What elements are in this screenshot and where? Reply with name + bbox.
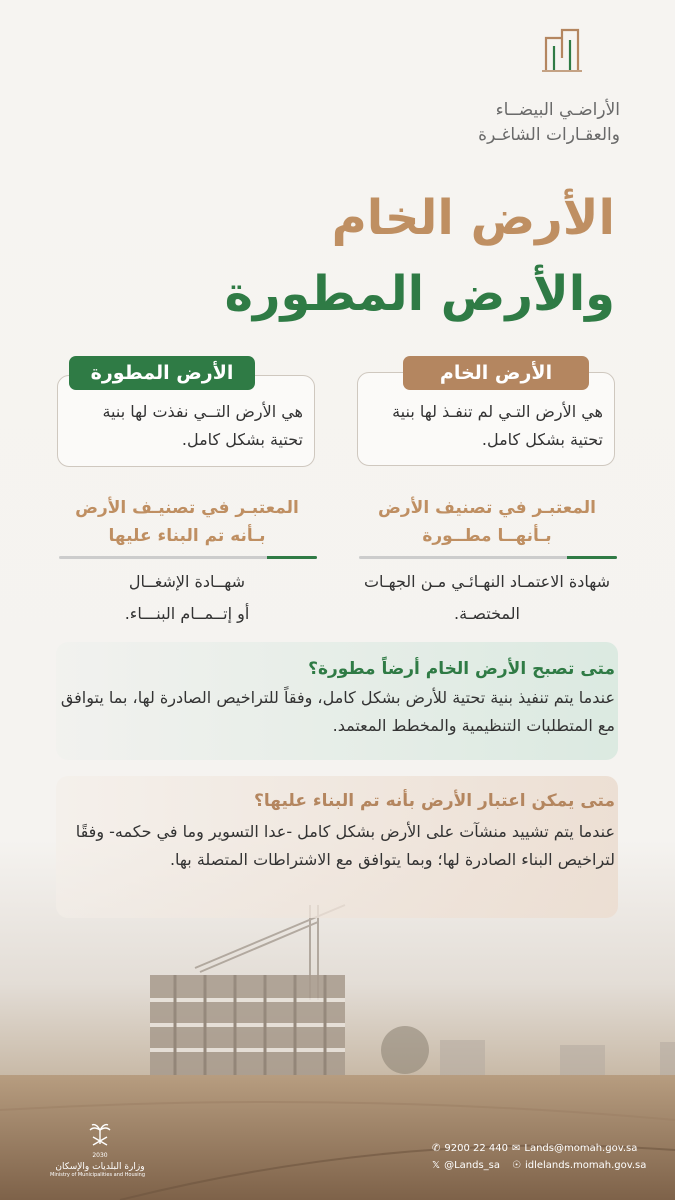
faq-question-1: متى تصبح الأرض الخام أرضاً مطورة؟ bbox=[308, 659, 615, 679]
developed-land-criterion: المعتبـر في تصنيـف الأرض بـأنه تم البناء عليها bbox=[75, 498, 299, 546]
footer-phone[interactable] bbox=[432, 1143, 508, 1154]
raw-land-label: الأرض الخام bbox=[403, 356, 589, 390]
footer-website[interactable] bbox=[512, 1160, 646, 1171]
developed-criterion-divider bbox=[59, 556, 317, 559]
envelope-icon: ✉ bbox=[512, 1143, 521, 1154]
ministry-name-ar: وزارة البلديات والإسكان bbox=[55, 1162, 145, 1172]
developed-land-evidence bbox=[59, 566, 315, 630]
logo-line-1: الأراضـي البيضــاء bbox=[495, 100, 620, 120]
footer-email[interactable] bbox=[512, 1143, 637, 1154]
faq-answer-1: عندما يتم تنفيذ بنية تحتية للأرض بشكل كامل، وفقاً للتراخيص الصادرة لها، بما يتوافق مع المتطلبات التنظيمية والمخطط المعتمد. bbox=[60, 688, 615, 735]
developed-land-label: الأرض المطورة bbox=[69, 356, 255, 390]
footer-website-text: idlelands.momah.gov.sa bbox=[524, 1160, 647, 1171]
faq-question-2: متى يمكن اعتبار الأرض بأنه تم البناء عليها؟ bbox=[254, 791, 615, 811]
footer-x-account[interactable] bbox=[432, 1160, 500, 1171]
raw-land-definition: هي الأرض التـي لم تنفـذ لها بنية تحتية بشكل كامل. bbox=[392, 402, 603, 449]
footer-email-text: Lands@momah.gov.sa bbox=[524, 1143, 638, 1154]
footer-phone-text: 9200 22 440 bbox=[444, 1143, 509, 1154]
ministry-name-en: Ministry of Municipalities and Housing bbox=[50, 1172, 145, 1178]
logo-line-2: والعقـارات الشاغـرة bbox=[478, 125, 620, 145]
footer-x-text: @Lands_sa bbox=[444, 1160, 500, 1171]
page-title-line-1: الأرض الخام bbox=[331, 190, 615, 246]
logo-bracket-icon bbox=[542, 28, 582, 72]
ministry-logo bbox=[50, 1122, 145, 1178]
raw-land-evidence: شهادة الاعتمـاد النهـائـي مـن الجهـات المختصـة. bbox=[363, 572, 611, 623]
page-title-line-2: والأرض المطورة bbox=[224, 266, 615, 322]
ministry-year: 2030 bbox=[92, 1152, 108, 1159]
globe-icon: ☉ bbox=[512, 1160, 521, 1171]
developed-evidence-line-1: شهــادة الإشغــال bbox=[128, 572, 246, 591]
developed-evidence-line-2: أو إتــمــام البنـــاء. bbox=[124, 604, 250, 623]
raw-criterion-divider bbox=[359, 556, 617, 559]
palm-emblem-icon bbox=[87, 1122, 113, 1148]
x-logo-icon: 𝕏 bbox=[432, 1160, 441, 1171]
phone-icon: ✆ bbox=[432, 1143, 441, 1154]
raw-land-criterion: المعتبـر في تصنيف الأرض بـأنهــا مطــورة bbox=[378, 498, 596, 546]
faq-answer-2: عندما يتم تشييد منشآت على الأرض بشكل كامل -عدا التسوير وما في حكمه- وفقًا لتراخيص البناء الصادرة لها؛ وبما يتوافق مع الاشتراطات المتصلة بها. bbox=[75, 822, 615, 869]
developed-land-definition: هي الأرض التــي نفذت لها بنية تحتية بشكل كامل. bbox=[102, 402, 303, 449]
